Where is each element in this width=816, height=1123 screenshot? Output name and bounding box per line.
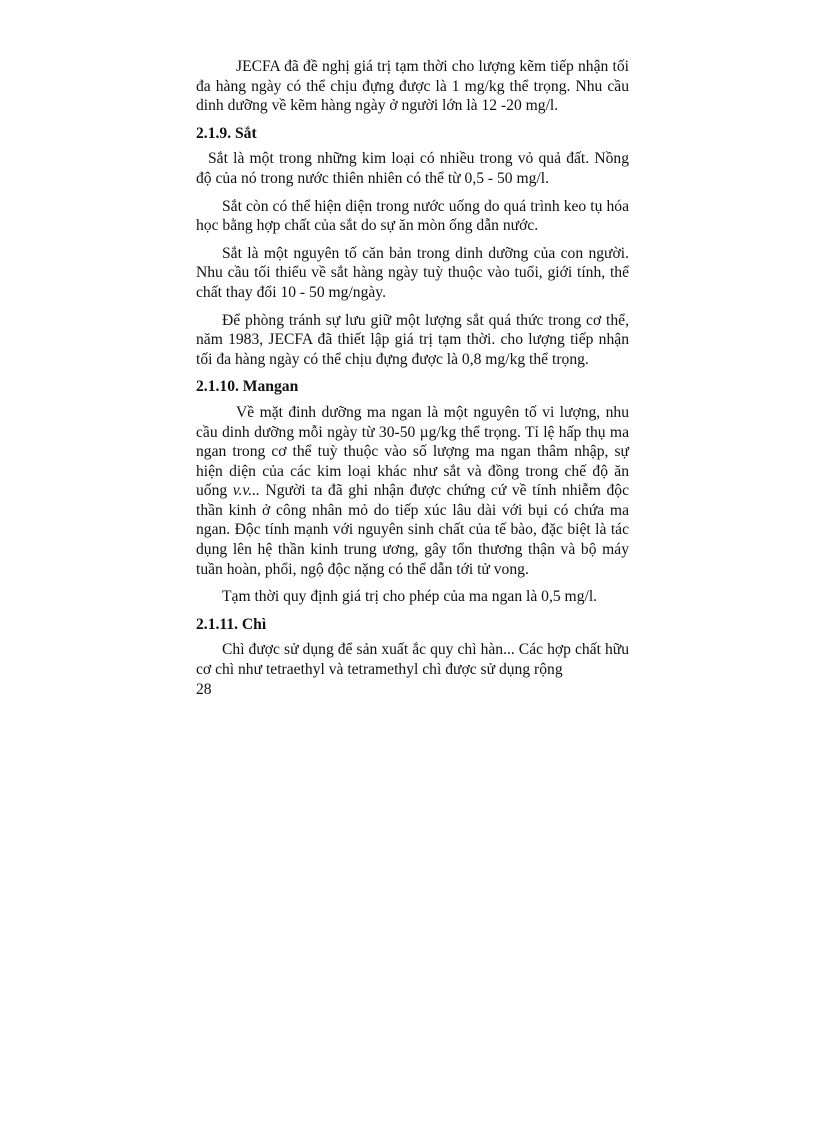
paragraph-lead-1: Chì được sử dụng để sản xuất ắc quy chì hàn... Các hợp chất hữu cơ chì như tetraethyl và tetramethyl chì được sử dụng rộng: [196, 641, 629, 679]
paragraph-manganese-1-etc: v.v...: [232, 482, 260, 500]
paragraph-iron-4: Để phòng tránh sự lưu giữ một lượng sắt quá thức trong cơ thể, năm 1983, JECFA đã thiết lập giá trị tạm thời. cho lượng tiếp nhận tối đa hàng ngày có thể chịu đựng được là 0,8 mg/kg thể trọng.: [196, 311, 629, 368]
page-number: 28: [196, 680, 212, 698]
section-heading-manganese: 2.1.10. Mangan: [196, 378, 299, 396]
page-content: [196, 57, 629, 699]
paragraph-iron-3: Sắt là một nguyên tố căn bản trong dinh dưỡng của con người. Nhu cầu tối thiểu về sắt hàng ngày tuỳ thuộc vào tuổi, giới tính, thể chất thay đổi 10 - 50 mg/ngày.: [196, 244, 629, 301]
section-heading-iron: 2.1.9. Sắt: [196, 124, 257, 142]
paragraph-iron-1: Sắt là một trong những kim loại có nhiều trong vỏ quả đất. Nồng độ của nó trong nước thiên nhiên có thể từ 0,5 - 50 mg/l.: [196, 150, 629, 187]
paragraph-iron-2: Sắt còn có thể hiện diện trong nước uống do quá trình keo tụ hóa học bằng hợp chất của sắt do sự ăn mòn ống dẫn nước.: [196, 197, 629, 235]
paragraph-manganese-1: [196, 403, 629, 579]
paragraph-manganese-1-part-a: Về mặt đinh dưỡng ma ngan là một nguyên tố vi lượng, nhu cầu dinh dưỡng mỗi ngày từ 30-50 µg/kg thể trọng. Tỉ lệ hấp thụ ma ngan trong cơ thể tuỳ thuộc vào số lượng ma ngan thâm nhập, sự hiện diện của các kim loại khác như sắt và đồng trong chế độ ăn uống: [196, 403, 629, 500]
paragraph-manganese-2: Tạm thời quy định giá trị cho phép của ma ngan là 0,5 mg/l.: [222, 588, 598, 606]
paragraph-manganese-1-part-b: Người ta đã ghi nhận được chứng cứ về tính nhiễm độc thần kinh ở công nhân mỏ do tiếp xúc lâu dài với bụi có chứa ma ngan. Độc tính mạnh với nguyên sinh chất của tế bào, đặc biệt là tác dụng lên hệ thần kinh trung ương, gây tổn thương thận và bộ máy tuần hoàn, phổi, ngộ độc nặng có thể dẫn tới tử vong.: [196, 482, 629, 578]
section-heading-lead: 2.1.11. Chì: [196, 615, 267, 633]
paragraph-jecfa-zinc: JECFA đã đề nghị giá trị tạm thời cho lượng kẽm tiếp nhận tối đa hàng ngày có thể chịu đựng được là 1 mg/kg thể trọng. Nhu cầu dinh dưỡng về kẽm hàng ngày ở người lớn là 12 -20 mg/l.: [196, 58, 629, 115]
